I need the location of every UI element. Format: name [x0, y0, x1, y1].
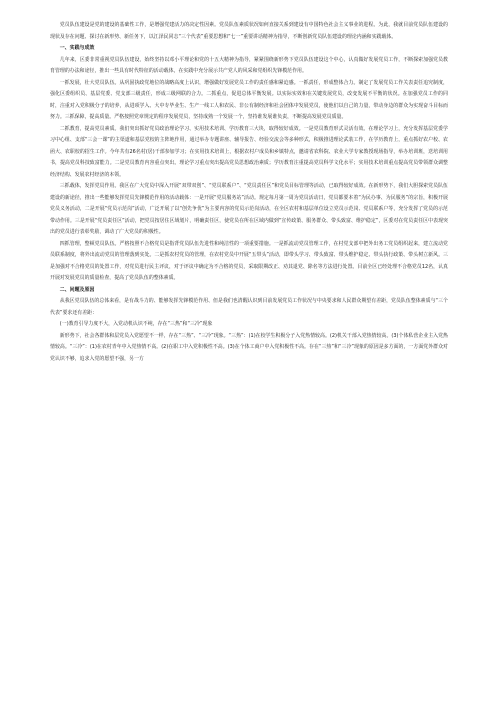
paragraph-problem-1-title: (一)教育引导力度不大，入党动机认识不纯，存在“三热”和“三冷”现象	[59, 321, 213, 327]
document-body	[50, 20, 448, 365]
paragraph-overview: 几年来，区委非常重视党员队伍建设，始终坚持以邓小平理论和党的十五大精神为指导，紧紧围绕新形势下党员队伍建设这个中心，认真做好发展党员工作，不断探索加强党员教育管理的办法和途径，推出一些具有时代特征的活动载体，在实践中充分展示共产党人的风采和党组织先锋模范作用。	[50, 56, 448, 74]
paragraph-education: 二抓教育，提高党员素质。我们突出抓好党员政治理论学习、实用技术培训、学历教育三大块，取得较好成效。一是党员教育形式灵活有效。在理论学习上，充分发挥基层党委学习中心组、支部“三会一课”的主渠道和基层党校的主阵地作用，通过举办专题讲座、辅导报告、经验交流会等多种形式，积极推进理论武装工作，在学历教育上，重点抓好农户校、农函大、农职校的招生工作。今年共有26名村(居)干部参加学习；在实用技术培训上，根据农村户成员和乡镇特点，邀请省农科院、农业大学专家教授现场指导，举办培训班，送培训用书，提高党员科技致富能力。二是党员教育内容重点突出。理论学习重点突出提高党员思想政治素质；学历教育注重提高党员科学文化水平；实用技术培训重点提高党员带领群众调整经济结构、发展农村经济的本领。	[50, 125, 448, 178]
paragraph-carrier: 三抓载体，发挥党员作用。我区在广大党员中深入开展“双带双创”、“党员联系户”、“党员责任区”和党员目标管理等活动，已取得较好成效。在新形势下，我们大胆探索党员队伍建设的新途径，推出一些能够发挥党员先锋模范作用的活动载体：一是开展“党员服务站”活动。规定每月第一周为党员活动日，党员都要本着“为民办事、为民服务”的宗旨，积极开展党员义务活动，二是开展“党员示范岗”活动，广泛开展了以“创先争优”为主要内容的党员示范岗活动，在全区农村和基层单位设立党员示范岗、党员联系户等，充分发挥了党员的示范带动作用。三是开展“党员责任区”活动，把党员按居住区域划片，明确责任区，使党员在所在区域内做到“宣传政策、服务群众、带头致富、维护稳定”，区委对在党员责任区中表现突出的党员进行表彰奖励，调动了广大党员的积极性。	[50, 183, 448, 235]
paragraph-problems-overview: 从我区党员队伍的总体来看，是有战斗力的、能够发挥先锋模范作用、但是我们也清醒认识到目前发展党员工作状况与中央要求和人民群众期望有差距，党员队伍整体素质与“三个代表”要求还有差距：	[50, 298, 448, 316]
section-heading-practice: 一、实践与成效	[59, 45, 95, 51]
section-heading-problems: 二、问题及原因	[59, 286, 95, 293]
paragraph-problem-1-detail: 新形势下，社会各群体和层党员入党愿望不一样，存在“三热”、“三冷”现象。“三热”：(1)在校学生积极分子入党热情较高。(2)机关干部入党热情较高。(3)个体私营企业主入党热情较高。“三冷”：(1)在农村青年中入党热情不高。(2)在职工中入党积极性不高。(3)在个体工商户中入党积极性不高。存在“三热”和“三冷”现象的原因是多方面的，一方面党外群众对党认识不够，追求入党的愿望不强，另一方	[50, 332, 448, 362]
paragraph-management: 四抓管理，整顿党员队伍。严格按照不合格党员是指背党员队伍先进性和纯洁性的一项重要措施。一是抓流动党员管理工作，在村党支部中把外出务工党员组织起来，建立流动党员联系制度，将外出流动党员的管理落到实处。二是抓农村党员的管理，在农村党员中开展“五带头”活动，即带头学习、带头致富、带头维护稳定、带头执行政策、带头树立新风。三是加强对不合格党员的处置工作，对党员进行民主评议，对于评议中确定为不合格的党员，采取限期改正、劝其退党、除名等方法进行处置。目前全区已经处理不合格党员12名，认真开展对发展党员的质量检查，提高了党员队伍的整体素质。	[50, 240, 448, 281]
intro-paragraph: 党员队伍建设是党的建设的基础性工作，是增强党建活力的决定性因素。党员队伍素质状况如何直接关系到建设有中国特色社会主义事业的进程。为此，我就目前党员队伍建设的现状及存在问题、探讨在新形势、新任务下，以江泽民同志“三个代表”重要思想和“七一”重要讲话精神为指导，不断创新党员队伍建设的理论内涵和实践载体。	[50, 22, 448, 40]
paragraph-development: 一抓发展，壮大党员队伍。从巩固执政党地位的战略高度上认识，增强做好发展党员工作的责任感和紧迫感。一抓责任，形成整体合力。制定了发展党员工作关表责任追究制度，强化区委组织员、基层党委、党支部三级责任，形成三级网联的合力。二抓重点，促进总体平衡发展。以实际实效和在关键发展党员，改变发展不平衡的状况。在加强党员工作的同时，注重对入党积极分子的培养，从进项学入、大中专毕业生、生产一线工人和农民、非公有制经济和社会团体中发展党员，使他们以自己的力量，带动身边的群众为实现奋斗目标而努力。三抓保障，提高质量。严格按照党章规定的程序发展党员，坚持成熟一个发展一个，坚持谁发展谁负责，不断提高发展党员质量。	[50, 79, 448, 120]
